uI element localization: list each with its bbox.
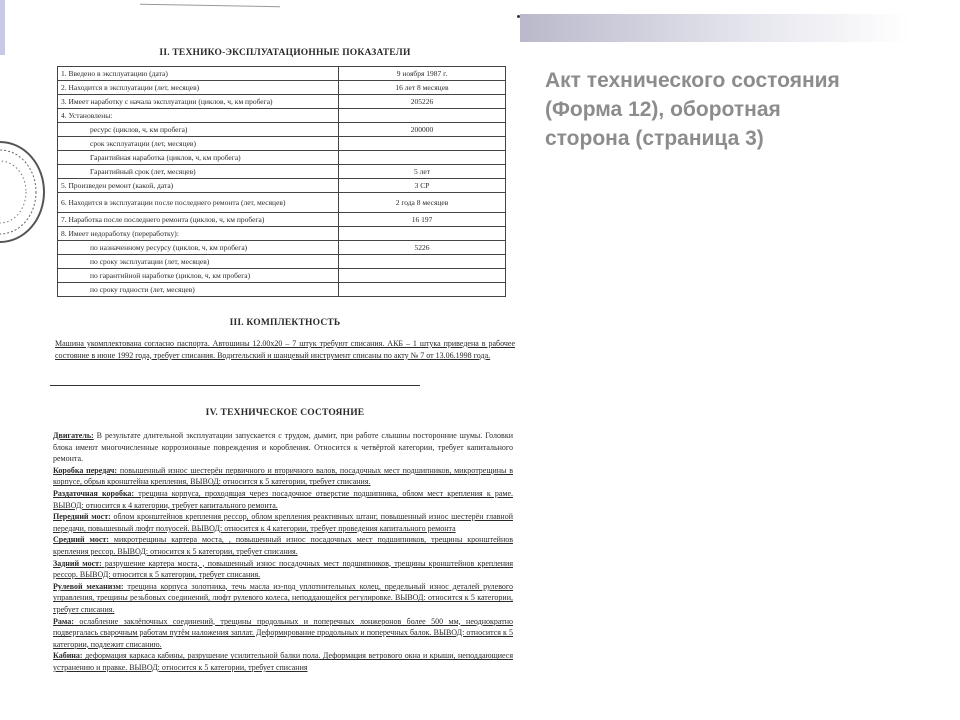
table-row (58, 255, 506, 269)
component-condition: ослабление заклёпочных соединений, трещины продольных и поперечных лонжеронов более 500 мм, неоднократно подвергалась сварочным работам путём наложения заплат. Деформирование продольных и поперечных балок. ВЫВОД: относится к 5 категории, подлежит списанию. (53, 616, 513, 649)
table-row (58, 151, 506, 165)
row-value (339, 109, 506, 123)
row-value: 16 лет 8 месяцев (339, 81, 506, 95)
table-row (58, 137, 506, 151)
condition-item (53, 511, 513, 534)
row-value: 200000 (339, 123, 506, 137)
component-name: Рулевой механизм: (53, 581, 124, 591)
component-name: Кабина: (53, 651, 83, 661)
row-value (339, 255, 506, 269)
slide-title-line: (Форма 12), оборотная (545, 98, 781, 121)
component-name: Раздаточная коробка: (53, 488, 135, 498)
slide-title (545, 66, 945, 153)
table-row (58, 193, 506, 213)
row-value: 3 СР (339, 179, 506, 193)
row-label: по назначенному ресурсу (циклов, ч, км пробега) (58, 241, 339, 255)
component-name: Задний мост: (53, 558, 102, 568)
row-value (339, 269, 506, 283)
row-label: по гарантийной наработке (циклов, ч, км пробега) (58, 269, 339, 283)
section-3-heading: III. КОМПЛЕКТНОСТЬ (229, 318, 341, 328)
table-row (58, 241, 506, 255)
page-edge-line (140, 4, 280, 7)
row-label: 3. Имеет наработку с начала эксплуатации (циклов, ч, км пробега) (58, 95, 339, 109)
row-label: 4. Установлены: (58, 109, 339, 123)
component-condition: микротрещины картера моста, , повышенный износ посадочных мест подшипников, трещины кронштейнов крепления рессор. ВЫВОД: относится к 5 категории, требует списания. (53, 535, 513, 556)
row-value: 9 ноября 1987 г. (339, 67, 506, 81)
row-label: 5. Произведен ремонт (какой, дата) (58, 179, 339, 193)
table-row (58, 81, 506, 95)
component-name: Коробка передач: (53, 465, 118, 475)
condition-item (53, 430, 513, 465)
row-value (339, 227, 506, 241)
row-label: 2. Находится в эксплуатации (лет, месяцев) (58, 81, 339, 95)
table-row (58, 283, 506, 297)
separator-line (50, 385, 420, 386)
row-value: 5 лет (339, 165, 506, 179)
component-name: Рама: (53, 616, 74, 626)
component-name: Средний мост: (53, 535, 109, 545)
table-row (58, 269, 506, 283)
row-value (339, 151, 506, 165)
component-condition: повышенный износ шестерён первичного и вторичного валов, посадочных мест подшипников, микротрещины в корпусе, обрыв кронштейна крепления, ВЫВОД: относится к 5 категории, требует списания. (53, 465, 514, 487)
table-row (58, 109, 506, 123)
condition-item (53, 650, 513, 673)
row-value (339, 137, 506, 151)
slide-title-line: сторона (страница 3) (545, 127, 764, 150)
row-label: 8. Имеет недоработку (переработку): (58, 227, 339, 241)
slide-accent-strip (0, 0, 5, 55)
row-value: 205226 (339, 95, 506, 109)
row-label: по сроку годности (лет, месяцев) (58, 283, 339, 297)
completeness-text-content: Машина укомплектована согласно паспорта. Автошины 12.00x20 – 7 штук требуют списания. АКБ – 1 штука приведена в рабочее состояние в июне 1992 года, требует списания. Водительский и шанцевый инструмент списаны по акту № 7 от 13.06.1998 года. (55, 339, 515, 360)
table-row (58, 179, 506, 193)
row-value: 2 года 8 месяцев (339, 193, 506, 213)
row-label: Гарантийный срок (лет, месяцев) (58, 165, 339, 179)
row-value: 5226 (339, 241, 506, 255)
table-row (58, 165, 506, 179)
condition-item (53, 465, 513, 488)
section-2-heading: II. ТЕХНИКО-ЭКСПЛУАТАЦИОННЫЕ ПОКАЗАТЕЛИ (159, 48, 411, 58)
component-condition: В результате длительной эксплуатации запускается с трудом, дымит, при работе слышны посторонние шумы. Головки блока имеют многочисленные коррозионные повреждения и коробления. Относится к четвёртой категории, требует капитального ремонта. (53, 431, 513, 464)
title-decoration-bar (520, 14, 910, 42)
component-condition: облом кронштейнов крепления рессор, облом крепления реактивных штанг, повышенный износ шестерён главной передачи, повышенный люфт полуосей. ВЫВОД: относится к 4 категории, требует проведения капитального ремонта (53, 512, 513, 533)
table-row (58, 227, 506, 241)
row-label: ресурс (циклов, ч, км пробега) (58, 123, 339, 137)
row-label: по сроку эксплуатации (лет, месяцев) (58, 255, 339, 269)
component-condition: деформация каркаса кабины, разрушение усилительной балки пола. Деформация ветрового окна и крыши, неподдающиеся устранению и правке. ВЫВОД: относится к 5 категории, требует списания (53, 651, 513, 672)
component-condition: разрушение картера моста, , повышенный износ посадочных мест подшипников, трещины кронштейнов крепления рессор. ВЫВОД: относится к 5 категории, требует списания. (53, 558, 513, 580)
table-row (58, 95, 506, 109)
round-stamp-icon (0, 140, 48, 244)
row-label: срок эксплуатации (лет, месяцев) (58, 137, 339, 151)
row-label: 1. Введено в эксплуатацию (дата) (58, 67, 339, 81)
table-row (58, 123, 506, 137)
technical-condition-text (53, 430, 513, 673)
row-label: 6. Находится в эксплуатации после последнего ремонта (лет, месяцев) (58, 193, 339, 213)
condition-item (53, 581, 513, 616)
row-label: Гарантийная наработка (циклов, ч, км пробега) (58, 151, 339, 165)
scan-dot (517, 15, 520, 18)
section-4-heading: IV. ТЕХНИЧЕСКОЕ СОСТОЯНИЕ (205, 408, 365, 418)
condition-item (53, 534, 513, 557)
condition-item (53, 558, 513, 581)
condition-item (53, 616, 513, 651)
condition-item (53, 488, 513, 511)
completeness-text (55, 338, 515, 361)
component-condition: трещина корпуса, проходящая через посадочное отверстие подшипника, облом мест крепления к раме. ВЫВОД: относится к 4 категории, требует капитального ремонта. (53, 488, 513, 510)
row-value: 16 197 (339, 213, 506, 227)
component-name: Передний мост: (53, 512, 111, 522)
component-name: Двигатель: (53, 431, 94, 440)
table-row (58, 213, 506, 227)
row-value (339, 283, 506, 297)
row-label: 7. Наработка после последнего ремонта (циклов, ч, км пробега) (58, 213, 339, 227)
slide-title-line: Акт технического состояния (545, 69, 840, 92)
component-condition: трещина корпуса золотника, течь масла из-под уплотнительных колец, предельный износ деталей рулевого управления, трещины резьбовых соединений, люфт рулевого колеса, неподдающейся регулировке. ВЫВОД: относится к 5 категории, требует списания. (53, 581, 513, 614)
table-row (58, 67, 506, 81)
technical-indicators-table (57, 66, 506, 297)
